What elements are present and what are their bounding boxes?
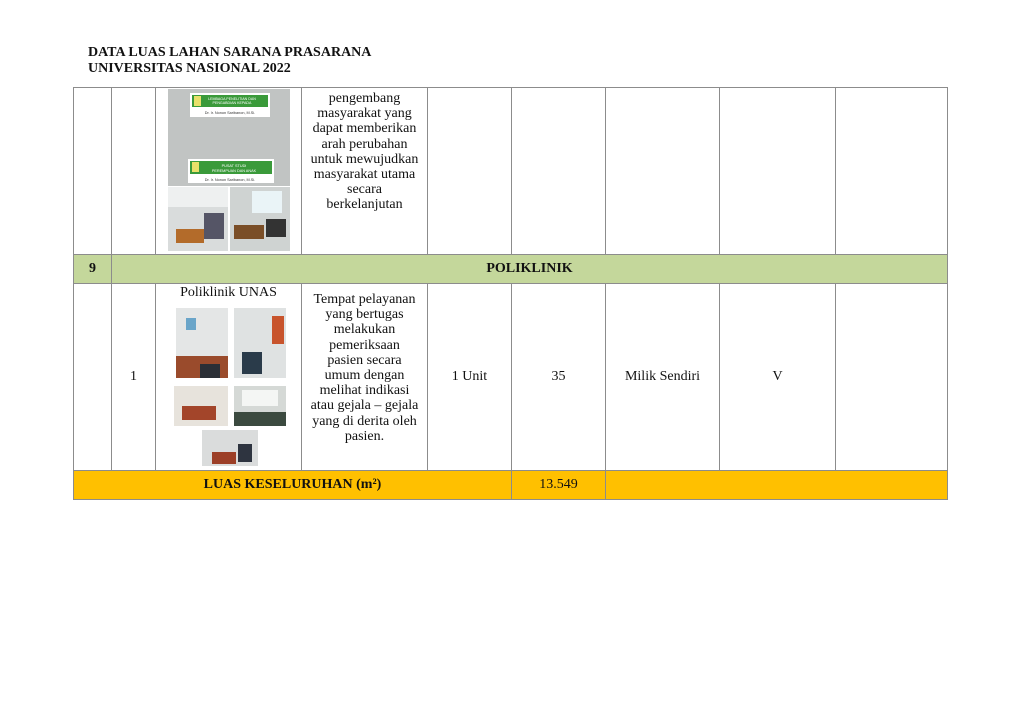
title-line-2: UNIVERSITAS NASIONAL 2022 — [88, 61, 291, 76]
cell-description: pengembang masyarakat yang dapat memberikan arah perubahan untuk mewujudkan masyarakat utama secara berkelanjutan — [302, 88, 428, 255]
total-value: 13.549 — [512, 471, 606, 500]
facility-table — [73, 87, 948, 500]
facility-name: Poliklinik UNAS — [180, 285, 277, 300]
section-title: POLIKLINIK — [112, 255, 948, 284]
svg-text:PEREMPUAN DAN ANAK: PEREMPUAN DAN ANAK — [211, 169, 257, 173]
cell-quantity: 1 Unit — [428, 284, 512, 471]
clinic-photo-collage — [172, 304, 292, 466]
total-row — [74, 471, 948, 500]
section-number: 9 — [74, 255, 112, 284]
svg-text:LEMBAGA PENELITIAN DAN: LEMBAGA PENELITIAN DAN — [208, 97, 256, 101]
cell-check: V — [720, 284, 836, 471]
cell-photos — [156, 88, 302, 255]
svg-text:PUSAT STUDI: PUSAT STUDI — [221, 164, 247, 168]
cell-sub-number — [112, 88, 156, 255]
document-title — [88, 45, 371, 77]
table-row — [74, 88, 948, 255]
svg-text:PENGABDIAN KEPADA: PENGABDIAN KEPADA — [212, 101, 252, 105]
table-row — [74, 284, 948, 471]
cell-photos — [156, 284, 302, 471]
title-line-1: DATA LUAS LAHAN SARANA PRASARANA — [88, 45, 372, 60]
cell-sub-number: 1 — [112, 284, 156, 471]
svg-text:Dr. Ir. Nonon Saribanon, M.Si.: Dr. Ir. Nonon Saribanon, M.Si. — [204, 111, 256, 115]
cell-area: 35 — [512, 284, 606, 471]
cell-description: Tempat pelayanan yang bertugas melakukan pemeriksaan pasien secara umum dengan melihat indikasi atau gejala – gejala yang di derita oleh pasien. — [302, 284, 428, 471]
cell-number — [74, 88, 112, 255]
cell-ownership: Milik Sendiri — [606, 284, 720, 471]
total-label: LUAS KESELURUHAN (m²) — [74, 471, 512, 500]
svg-text:Dr. Ir. Nonon Saribanon, M.Si.: Dr. Ir. Nonon Saribanon, M.Si. — [204, 178, 256, 182]
lppm-photo-collage — [168, 89, 290, 251]
section-row-poliklinik — [74, 255, 948, 284]
